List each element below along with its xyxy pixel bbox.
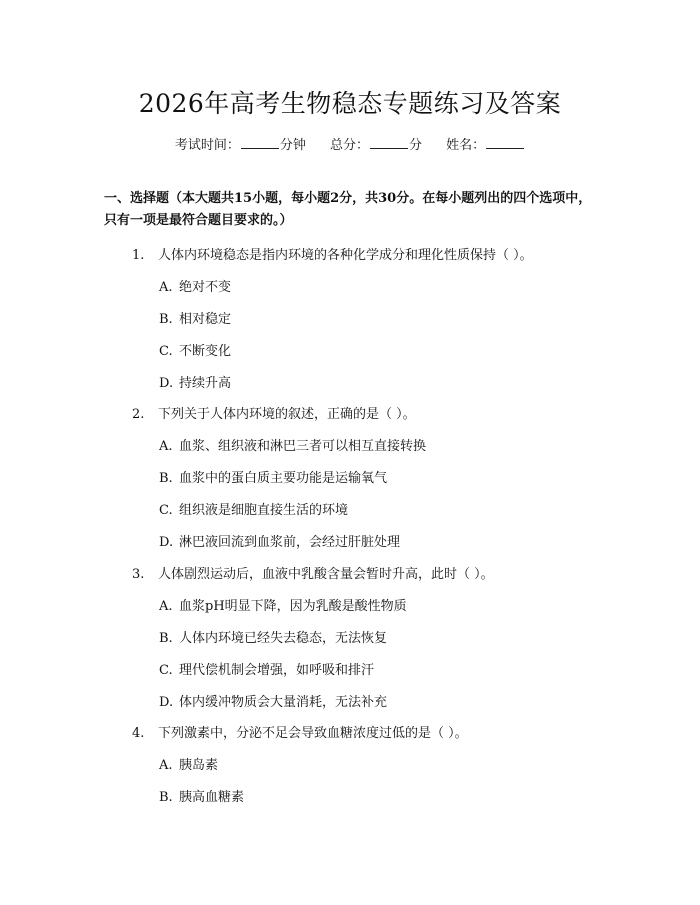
question-item [132,722,468,741]
option-text: 不断变化 [179,344,232,359]
exam-time-label: 考试时间： [174,138,240,153]
option-item [159,499,348,518]
option-label: B. [159,631,173,646]
option-label: A. [159,439,173,454]
option-text: 持续升高 [179,376,232,391]
question-text: 人体剧烈运动后，血液中乳酸含量会暂时升高，此时（ ）。 [158,567,494,582]
question-number: 3. [132,567,145,582]
option-item [159,627,387,646]
question-item [132,403,416,422]
page-title: 2026年高考生物稳态专题练习及答案 [138,89,562,118]
option-text: 组织液是细胞直接生活的环境 [179,503,349,518]
option-text: 相对稳定 [179,312,232,327]
option-item [159,340,231,359]
option-text: 血浆pH明显下降，因为乳酸是酸性物质 [179,599,407,614]
option-text: 绝对不变 [179,280,232,295]
option-label: D. [159,376,174,391]
total-score-label: 总分： [329,138,369,153]
option-text: 血浆、组织液和淋巴三者可以相互直接转换 [179,439,427,454]
option-item [159,531,400,550]
option-item [159,308,231,327]
option-text: 理代偿机制会增强，如呼吸和排汗 [179,663,375,678]
exam-info-line [0,134,700,153]
option-label: C. [159,503,173,518]
option-text: 淋巴液回流到血浆前，会经过肝脏处理 [179,535,401,550]
option-label: D. [159,535,174,550]
option-label: A. [159,280,173,295]
option-label: A. [159,599,173,614]
option-item [159,659,374,678]
exam-time-field [175,134,306,153]
question-number: 2. [132,407,145,422]
question-number: 1. [132,248,145,263]
name-field [446,134,525,153]
exam-time-blank [241,136,279,149]
option-text: 体内缓冲物质会大量消耗，无法补充 [179,695,388,710]
name-blank [486,136,524,149]
question-item [132,563,494,582]
option-label: B. [159,471,173,486]
question-item [132,244,533,263]
total-score-unit: 分 [409,138,423,153]
option-item [159,467,387,486]
option-text: 胰高血糖素 [179,790,245,805]
option-item [159,754,218,773]
question-text: 人体内环境稳态是指内环境的各种化学成分和理化性质保持（ ）。 [158,248,533,263]
option-item [159,276,231,295]
option-item [159,595,407,614]
option-item [159,372,231,391]
question-text: 下列关于人体内环境的叙述，正确的是（ ）。 [158,407,416,422]
question-text: 下列激素中，分泌不足会导致血糖浓度过低的是（ ）。 [158,726,468,741]
name-label: 姓名： [446,138,486,153]
option-label: C. [159,344,173,359]
total-score-blank [370,136,408,149]
question-number: 4. [132,726,145,741]
option-label: B. [159,790,173,805]
option-item [159,435,426,454]
option-text: 血浆中的蛋白质主要功能是运输氧气 [179,471,388,486]
exam-time-unit: 分钟 [279,138,306,153]
option-label: A. [159,758,173,773]
option-text: 胰岛素 [179,758,219,773]
option-text: 人体内环境已经失去稳态，无法恢复 [179,631,388,646]
option-label: B. [159,312,173,327]
option-item [159,786,244,805]
total-score-field [330,134,422,153]
section-heading: 一、选择题（本大题共15小题，每小题2分，共30分。在每小题列出的四个选项中，只有一项是最符合题目要求的。） [104,191,592,228]
option-label: C. [159,663,173,678]
option-item [159,691,387,710]
option-label: D. [159,695,174,710]
